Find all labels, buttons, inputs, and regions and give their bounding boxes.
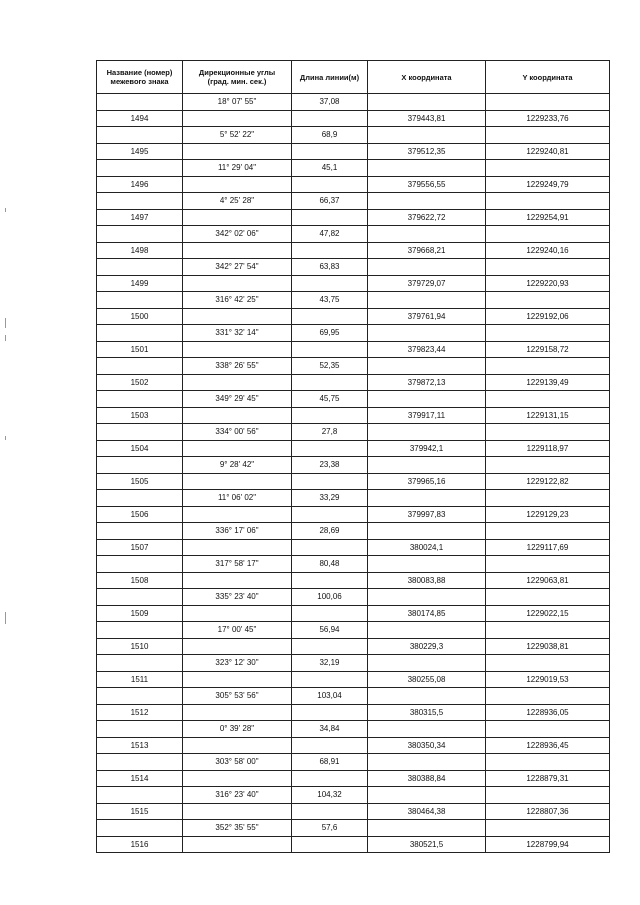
x-coordinate-cell: 379443,81	[368, 110, 486, 127]
line-length-cell	[292, 242, 368, 259]
y-coordinate-cell	[486, 325, 610, 342]
line-length-cell: 34,84	[292, 721, 368, 738]
scan-speck	[5, 335, 6, 341]
line-length-cell	[292, 143, 368, 160]
y-coordinate-cell: 1229249,79	[486, 176, 610, 193]
segment-row	[97, 655, 610, 672]
point-row	[97, 704, 610, 721]
direction-angle-cell	[183, 440, 292, 457]
y-coordinate-cell	[486, 259, 610, 276]
direction-angle-cell: 336° 17' 06"	[183, 523, 292, 540]
line-length-cell: 57,6	[292, 820, 368, 837]
x-coordinate-cell: 379917,11	[368, 407, 486, 424]
point-name-cell	[97, 688, 183, 705]
direction-angle-cell	[183, 539, 292, 556]
segment-row	[97, 490, 610, 507]
point-name-cell: 1504	[97, 440, 183, 457]
direction-angle-cell: 303° 58' 00"	[183, 754, 292, 771]
line-length-cell	[292, 704, 368, 721]
line-length-cell	[292, 770, 368, 787]
line-length-cell	[292, 407, 368, 424]
direction-angle-cell: 18° 07' 55"	[183, 94, 292, 111]
line-length-cell: 103,04	[292, 688, 368, 705]
y-coordinate-cell	[486, 424, 610, 441]
line-length-cell: 100,06	[292, 589, 368, 606]
point-name-cell: 1514	[97, 770, 183, 787]
y-coordinate-cell	[486, 622, 610, 639]
header-angle-title: Дирекционные углы	[198, 68, 276, 77]
y-coordinate-cell	[486, 688, 610, 705]
point-row	[97, 770, 610, 787]
point-name-cell	[97, 556, 183, 573]
y-coordinate-cell	[486, 655, 610, 672]
direction-angle-cell	[183, 308, 292, 325]
line-length-cell: 45,75	[292, 391, 368, 408]
segment-row	[97, 787, 610, 804]
segment-row	[97, 622, 610, 639]
point-name-cell: 1502	[97, 374, 183, 391]
x-coordinate-cell: 379622,72	[368, 209, 486, 226]
x-coordinate-cell	[368, 94, 486, 111]
line-length-cell	[292, 473, 368, 490]
point-row	[97, 473, 610, 490]
direction-angle-cell: 11° 06' 02"	[183, 490, 292, 507]
line-length-cell: 68,9	[292, 127, 368, 144]
point-name-cell	[97, 787, 183, 804]
direction-angle-cell: 11° 29' 04"	[183, 160, 292, 177]
point-row	[97, 836, 610, 853]
line-length-cell: 37,08	[292, 94, 368, 111]
line-length-cell	[292, 209, 368, 226]
point-name-cell	[97, 127, 183, 144]
header-y-coordinate: Y координата	[486, 61, 610, 94]
direction-angle-cell	[183, 704, 292, 721]
x-coordinate-cell: 379668,21	[368, 242, 486, 259]
line-length-cell	[292, 440, 368, 457]
point-name-cell	[97, 655, 183, 672]
y-coordinate-cell: 1229118,97	[486, 440, 610, 457]
direction-angle-cell	[183, 506, 292, 523]
direction-angle-cell	[183, 242, 292, 259]
y-coordinate-cell: 1229240,16	[486, 242, 610, 259]
point-row	[97, 242, 610, 259]
y-coordinate-cell	[486, 589, 610, 606]
line-length-cell	[292, 275, 368, 292]
x-coordinate-cell	[368, 292, 486, 309]
x-coordinate-cell	[368, 457, 486, 474]
point-name-cell: 1511	[97, 671, 183, 688]
direction-angle-cell: 316° 23' 40"	[183, 787, 292, 804]
point-name-cell	[97, 622, 183, 639]
point-name-cell	[97, 160, 183, 177]
x-coordinate-cell: 380083,88	[368, 572, 486, 589]
x-coordinate-cell	[368, 358, 486, 375]
point-name-cell: 1510	[97, 638, 183, 655]
x-coordinate-cell	[368, 259, 486, 276]
direction-angle-cell	[183, 374, 292, 391]
y-coordinate-cell: 1228879,31	[486, 770, 610, 787]
point-name-cell	[97, 358, 183, 375]
point-row	[97, 407, 610, 424]
y-coordinate-cell	[486, 457, 610, 474]
x-coordinate-cell: 379872,13	[368, 374, 486, 391]
scan-speck	[5, 612, 6, 624]
segment-row	[97, 688, 610, 705]
point-name-cell: 1516	[97, 836, 183, 853]
y-coordinate-cell: 1229129,23	[486, 506, 610, 523]
line-length-cell	[292, 572, 368, 589]
point-name-cell: 1513	[97, 737, 183, 754]
header-direction-angle	[183, 61, 292, 94]
line-length-cell	[292, 605, 368, 622]
point-name-cell	[97, 193, 183, 210]
scan-speck	[5, 436, 6, 440]
segment-row	[97, 193, 610, 210]
line-length-cell	[292, 506, 368, 523]
line-length-cell: 66,37	[292, 193, 368, 210]
line-length-cell: 23,38	[292, 457, 368, 474]
point-row	[97, 539, 610, 556]
y-coordinate-cell	[486, 292, 610, 309]
y-coordinate-cell: 1229022,15	[486, 605, 610, 622]
x-coordinate-cell: 379729,07	[368, 275, 486, 292]
line-length-cell	[292, 539, 368, 556]
point-name-cell: 1509	[97, 605, 183, 622]
x-coordinate-cell	[368, 820, 486, 837]
table-header-row	[97, 61, 610, 94]
x-coordinate-cell: 380350,34	[368, 737, 486, 754]
y-coordinate-cell: 1228936,05	[486, 704, 610, 721]
x-coordinate-cell: 380024,1	[368, 539, 486, 556]
point-name-cell: 1499	[97, 275, 183, 292]
point-name-cell	[97, 589, 183, 606]
point-name-cell: 1506	[97, 506, 183, 523]
point-row	[97, 506, 610, 523]
point-name-cell	[97, 259, 183, 276]
x-coordinate-cell: 380229,3	[368, 638, 486, 655]
y-coordinate-cell	[486, 391, 610, 408]
direction-angle-cell	[183, 209, 292, 226]
y-coordinate-cell	[486, 820, 610, 837]
direction-angle-cell: 342° 27' 54"	[183, 259, 292, 276]
point-row	[97, 308, 610, 325]
line-length-cell: 27,8	[292, 424, 368, 441]
line-length-cell	[292, 803, 368, 820]
y-coordinate-cell	[486, 556, 610, 573]
line-length-cell	[292, 176, 368, 193]
direction-angle-cell: 338° 26' 55"	[183, 358, 292, 375]
y-coordinate-cell: 1228936,45	[486, 737, 610, 754]
segment-row	[97, 94, 610, 111]
segment-row	[97, 424, 610, 441]
direction-angle-cell	[183, 671, 292, 688]
direction-angle-cell: 5° 52' 22"	[183, 127, 292, 144]
point-name-cell	[97, 490, 183, 507]
point-name-cell: 1495	[97, 143, 183, 160]
x-coordinate-cell: 379997,83	[368, 506, 486, 523]
point-row	[97, 671, 610, 688]
segment-row	[97, 325, 610, 342]
y-coordinate-cell	[486, 94, 610, 111]
y-coordinate-cell	[486, 358, 610, 375]
x-coordinate-cell: 380521,5	[368, 836, 486, 853]
line-length-cell: 33,29	[292, 490, 368, 507]
y-coordinate-cell	[486, 523, 610, 540]
header-point-name: Название (номер) межевого знака	[97, 61, 183, 94]
x-coordinate-cell	[368, 226, 486, 243]
direction-angle-cell	[183, 836, 292, 853]
y-coordinate-cell: 1229139,49	[486, 374, 610, 391]
x-coordinate-cell	[368, 622, 486, 639]
y-coordinate-cell	[486, 226, 610, 243]
point-name-cell	[97, 226, 183, 243]
header-line-length: Длина линии(м)	[292, 61, 368, 94]
header-x-coordinate: X координата	[368, 61, 486, 94]
direction-angle-cell: 352° 35' 55"	[183, 820, 292, 837]
segment-row	[97, 292, 610, 309]
line-length-cell: 68,91	[292, 754, 368, 771]
point-name-cell: 1505	[97, 473, 183, 490]
x-coordinate-cell	[368, 754, 486, 771]
segment-row	[97, 160, 610, 177]
point-row	[97, 572, 610, 589]
y-coordinate-cell: 1229240,81	[486, 143, 610, 160]
direction-angle-cell: 349° 29' 45"	[183, 391, 292, 408]
x-coordinate-cell: 380255,08	[368, 671, 486, 688]
x-coordinate-cell: 379823,44	[368, 341, 486, 358]
header-angle-units: (град. мин. сек.)	[207, 77, 267, 86]
x-coordinate-cell: 379556,55	[368, 176, 486, 193]
y-coordinate-cell: 1229192,06	[486, 308, 610, 325]
direction-angle-cell: 305° 53' 56"	[183, 688, 292, 705]
direction-angle-cell: 342° 02' 06"	[183, 226, 292, 243]
direction-angle-cell	[183, 605, 292, 622]
line-length-cell: 69,95	[292, 325, 368, 342]
direction-angle-cell	[183, 638, 292, 655]
line-length-cell: 80,48	[292, 556, 368, 573]
x-coordinate-cell	[368, 523, 486, 540]
line-length-cell	[292, 638, 368, 655]
point-name-cell	[97, 721, 183, 738]
line-length-cell	[292, 374, 368, 391]
point-name-cell	[97, 523, 183, 540]
point-name-cell	[97, 820, 183, 837]
point-name-cell: 1501	[97, 341, 183, 358]
direction-angle-cell	[183, 275, 292, 292]
y-coordinate-cell	[486, 754, 610, 771]
y-coordinate-cell: 1229220,93	[486, 275, 610, 292]
x-coordinate-cell	[368, 556, 486, 573]
x-coordinate-cell: 379512,35	[368, 143, 486, 160]
point-name-cell	[97, 325, 183, 342]
line-length-cell: 28,69	[292, 523, 368, 540]
point-row	[97, 737, 610, 754]
x-coordinate-cell: 380464,38	[368, 803, 486, 820]
line-length-cell	[292, 341, 368, 358]
x-coordinate-cell	[368, 721, 486, 738]
direction-angle-cell: 323° 12' 30"	[183, 655, 292, 672]
x-coordinate-cell	[368, 688, 486, 705]
direction-angle-cell: 331° 32' 14"	[183, 325, 292, 342]
y-coordinate-cell: 1229117,69	[486, 539, 610, 556]
point-row	[97, 209, 610, 226]
point-row	[97, 440, 610, 457]
table-body	[97, 94, 610, 853]
x-coordinate-cell	[368, 787, 486, 804]
line-length-cell: 56,94	[292, 622, 368, 639]
direction-angle-cell: 334° 00' 56"	[183, 424, 292, 441]
point-row	[97, 143, 610, 160]
y-coordinate-cell: 1229254,91	[486, 209, 610, 226]
point-name-cell: 1515	[97, 803, 183, 820]
point-name-cell: 1508	[97, 572, 183, 589]
direction-angle-cell	[183, 473, 292, 490]
direction-angle-cell	[183, 737, 292, 754]
y-coordinate-cell	[486, 490, 610, 507]
scan-speck	[5, 208, 6, 212]
x-coordinate-cell	[368, 127, 486, 144]
x-coordinate-cell: 380315,5	[368, 704, 486, 721]
line-length-cell	[292, 110, 368, 127]
direction-angle-cell	[183, 176, 292, 193]
x-coordinate-cell	[368, 424, 486, 441]
segment-row	[97, 457, 610, 474]
direction-angle-cell	[183, 803, 292, 820]
point-name-cell: 1500	[97, 308, 183, 325]
y-coordinate-cell	[486, 721, 610, 738]
line-length-cell	[292, 737, 368, 754]
y-coordinate-cell: 1229233,76	[486, 110, 610, 127]
segment-row	[97, 391, 610, 408]
direction-angle-cell: 335° 23' 40"	[183, 589, 292, 606]
direction-angle-cell: 17° 00' 45"	[183, 622, 292, 639]
segment-row	[97, 358, 610, 375]
x-coordinate-cell: 379761,94	[368, 308, 486, 325]
line-length-cell: 43,75	[292, 292, 368, 309]
x-coordinate-cell: 379942,1	[368, 440, 486, 457]
direction-angle-cell: 317° 58' 17"	[183, 556, 292, 573]
line-length-cell: 63,83	[292, 259, 368, 276]
point-row	[97, 176, 610, 193]
line-length-cell	[292, 836, 368, 853]
y-coordinate-cell: 1229019,53	[486, 671, 610, 688]
point-name-cell: 1494	[97, 110, 183, 127]
x-coordinate-cell	[368, 160, 486, 177]
point-name-cell: 1512	[97, 704, 183, 721]
line-length-cell: 45,1	[292, 160, 368, 177]
line-length-cell	[292, 671, 368, 688]
point-name-cell: 1497	[97, 209, 183, 226]
y-coordinate-cell	[486, 127, 610, 144]
line-length-cell: 52,35	[292, 358, 368, 375]
point-name-cell: 1507	[97, 539, 183, 556]
segment-row	[97, 523, 610, 540]
y-coordinate-cell: 1229038,81	[486, 638, 610, 655]
y-coordinate-cell	[486, 787, 610, 804]
direction-angle-cell	[183, 110, 292, 127]
point-name-cell: 1496	[97, 176, 183, 193]
point-row	[97, 638, 610, 655]
direction-angle-cell	[183, 143, 292, 160]
segment-row	[97, 259, 610, 276]
point-row	[97, 341, 610, 358]
segment-row	[97, 754, 610, 771]
point-name-cell	[97, 94, 183, 111]
point-name-cell	[97, 424, 183, 441]
point-name-cell: 1503	[97, 407, 183, 424]
x-coordinate-cell	[368, 655, 486, 672]
direction-angle-cell	[183, 770, 292, 787]
line-length-cell: 104,32	[292, 787, 368, 804]
scan-speck	[5, 318, 6, 328]
x-coordinate-cell: 380388,84	[368, 770, 486, 787]
boundary-coordinates-table	[96, 60, 610, 853]
segment-row	[97, 589, 610, 606]
y-coordinate-cell: 1229063,81	[486, 572, 610, 589]
point-row	[97, 275, 610, 292]
point-name-cell	[97, 457, 183, 474]
direction-angle-cell: 4° 25' 28"	[183, 193, 292, 210]
line-length-cell: 47,82	[292, 226, 368, 243]
x-coordinate-cell	[368, 589, 486, 606]
x-coordinate-cell: 380174,85	[368, 605, 486, 622]
direction-angle-cell	[183, 341, 292, 358]
y-coordinate-cell: 1229158,72	[486, 341, 610, 358]
y-coordinate-cell: 1228807,36	[486, 803, 610, 820]
point-name-cell: 1498	[97, 242, 183, 259]
x-coordinate-cell	[368, 193, 486, 210]
point-name-cell	[97, 754, 183, 771]
point-row	[97, 110, 610, 127]
direction-angle-cell	[183, 572, 292, 589]
x-coordinate-cell: 379965,16	[368, 473, 486, 490]
y-coordinate-cell: 1229122,82	[486, 473, 610, 490]
x-coordinate-cell	[368, 325, 486, 342]
direction-angle-cell: 0° 39' 28"	[183, 721, 292, 738]
direction-angle-cell	[183, 407, 292, 424]
point-row	[97, 605, 610, 622]
direction-angle-cell: 9° 28' 42"	[183, 457, 292, 474]
segment-row	[97, 226, 610, 243]
line-length-cell: 32,19	[292, 655, 368, 672]
x-coordinate-cell	[368, 391, 486, 408]
y-coordinate-cell	[486, 160, 610, 177]
point-row	[97, 803, 610, 820]
direction-angle-cell: 316° 42' 25"	[183, 292, 292, 309]
point-name-cell	[97, 391, 183, 408]
y-coordinate-cell	[486, 193, 610, 210]
y-coordinate-cell: 1229131,15	[486, 407, 610, 424]
segment-row	[97, 820, 610, 837]
y-coordinate-cell: 1228799,94	[486, 836, 610, 853]
point-row	[97, 374, 610, 391]
segment-row	[97, 721, 610, 738]
line-length-cell	[292, 308, 368, 325]
x-coordinate-cell	[368, 490, 486, 507]
point-name-cell	[97, 292, 183, 309]
segment-row	[97, 556, 610, 573]
segment-row	[97, 127, 610, 144]
